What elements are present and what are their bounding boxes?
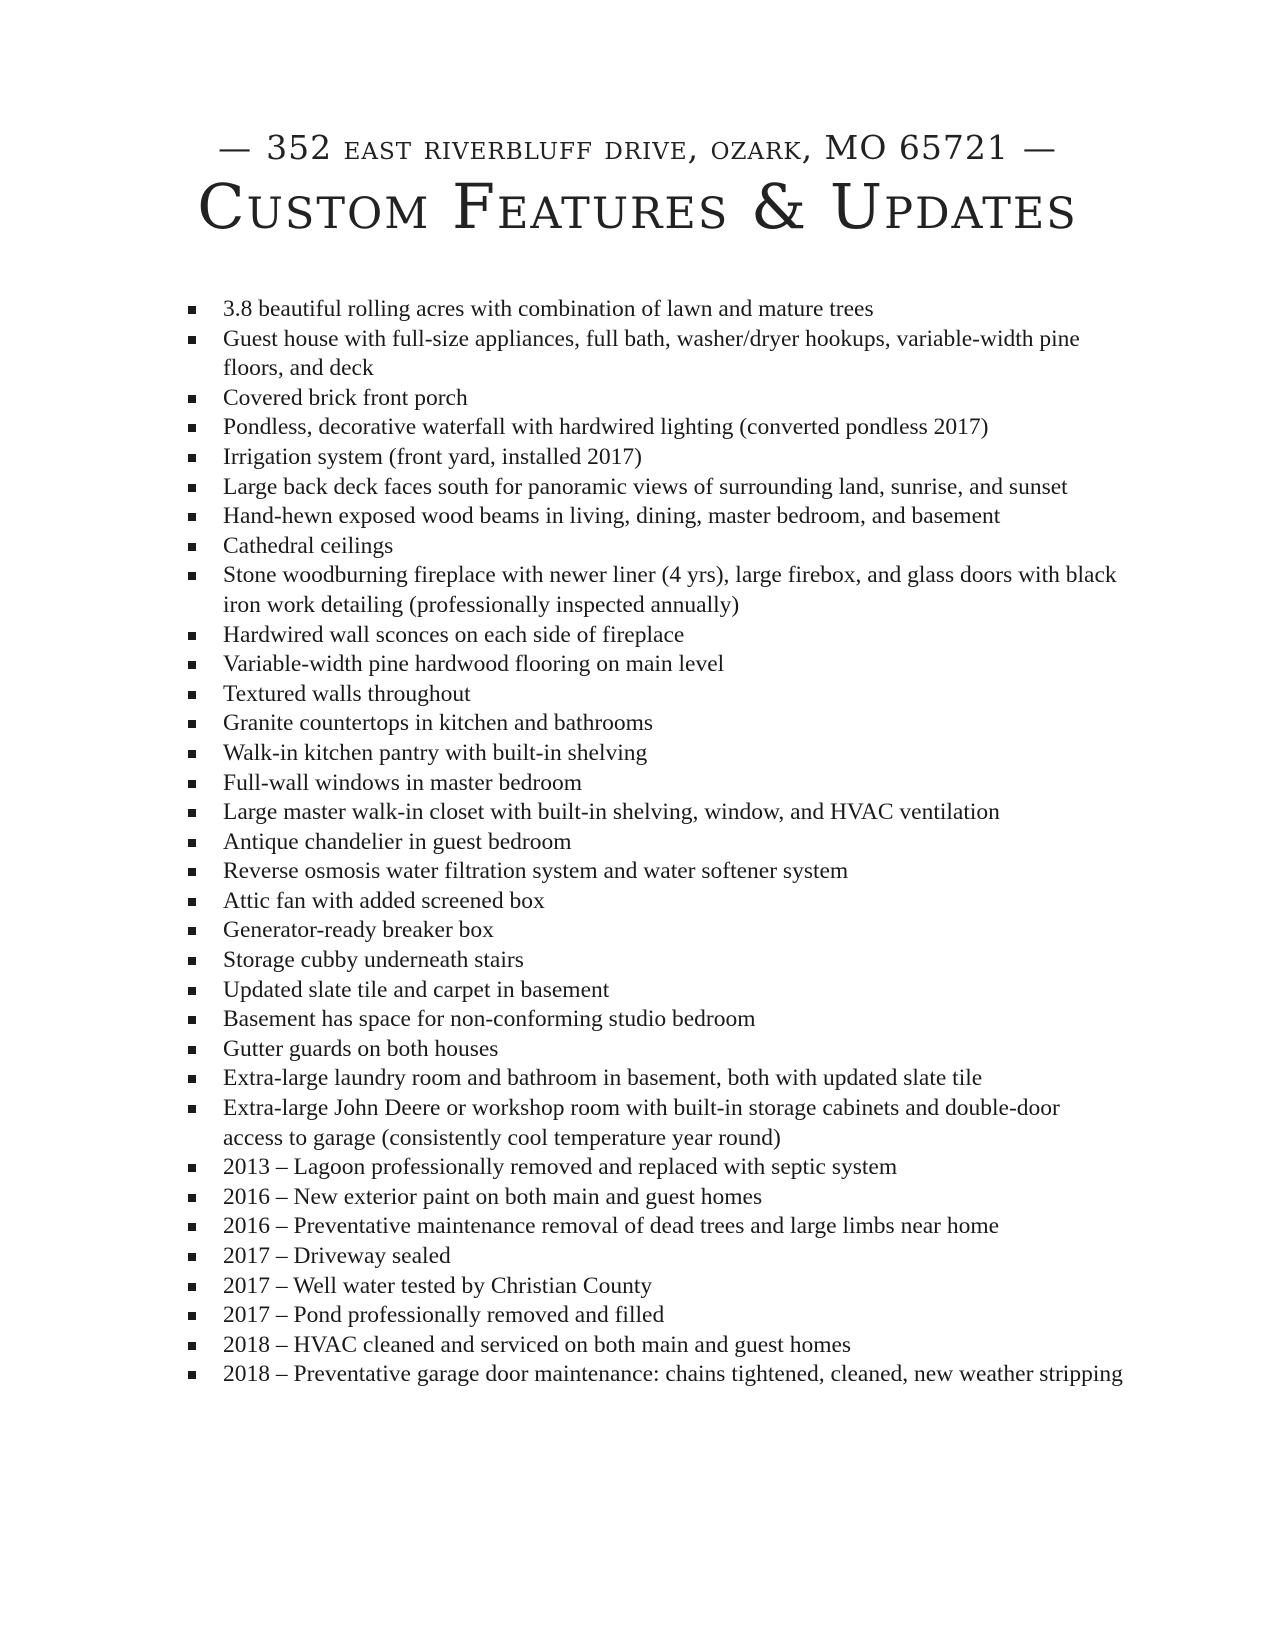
feature-item xyxy=(0,1242,1275,1272)
feature-text: Large master walk-in closet with built-in shelving, window, and HVAC ventilation xyxy=(223,799,1000,826)
property-address xyxy=(0,128,1275,167)
feature-item xyxy=(0,502,1275,532)
square-bullet-icon xyxy=(188,1194,196,1202)
square-bullet-icon xyxy=(188,780,196,788)
feature-item xyxy=(0,413,1275,443)
feature-item xyxy=(0,946,1275,976)
feature-text: Storage cubby underneath stairs xyxy=(223,947,524,974)
feature-item xyxy=(0,325,1275,384)
feature-text: Hardwired wall sconces on each side of fireplace xyxy=(223,621,685,648)
feature-item xyxy=(0,621,1275,651)
feature-item xyxy=(0,384,1275,414)
feature-text: Walk-in kitchen pantry with built-in shelving xyxy=(223,739,648,766)
feature-item xyxy=(0,1035,1275,1065)
feature-item xyxy=(0,1064,1275,1094)
feature-item xyxy=(0,1005,1275,1035)
feature-item xyxy=(0,473,1275,503)
square-bullet-icon xyxy=(188,1164,196,1172)
feature-text: Textured walls throughout xyxy=(223,680,471,707)
feature-text: Pondless, decorative waterfall with hardwired lighting (converted pondless 2017) xyxy=(223,414,989,441)
square-bullet-icon xyxy=(188,306,196,314)
square-bullet-icon xyxy=(188,839,196,847)
feature-text: 2016 – New exterior paint on both main and guest homes xyxy=(223,1183,763,1210)
square-bullet-icon xyxy=(188,395,196,403)
feature-text: Generator-ready breaker box xyxy=(223,917,494,944)
square-bullet-icon xyxy=(188,720,196,728)
square-bullet-icon xyxy=(188,1312,196,1320)
square-bullet-icon xyxy=(188,1371,196,1379)
feature-text: Updated slate tile and carpet in basement xyxy=(223,976,610,1003)
square-bullet-icon xyxy=(188,957,196,965)
feature-text: Hand-hewn exposed wood beams in living, dining, master bedroom, and basement xyxy=(223,503,1001,530)
address-dash-right: — xyxy=(1022,128,1057,167)
square-bullet-icon xyxy=(188,572,196,580)
feature-text: Variable-width pine hardwood flooring on main level xyxy=(223,651,725,678)
square-bullet-icon xyxy=(188,543,196,551)
feature-item xyxy=(0,532,1275,562)
square-bullet-icon xyxy=(188,513,196,521)
feature-text: 2017 – Pond professionally removed and filled xyxy=(223,1302,665,1329)
feature-item xyxy=(0,443,1275,473)
feature-item xyxy=(0,857,1275,887)
square-bullet-icon xyxy=(188,1253,196,1261)
square-bullet-icon xyxy=(188,809,196,817)
feature-text: Guest house with full-size appliances, full bath, washer/dryer hookups, variable-width pine floors, and deck xyxy=(223,325,1080,382)
square-bullet-icon xyxy=(188,1075,196,1083)
square-bullet-icon xyxy=(188,484,196,492)
feature-item xyxy=(0,1272,1275,1302)
feature-item xyxy=(0,916,1275,946)
feature-item xyxy=(0,295,1275,325)
square-bullet-icon xyxy=(188,927,196,935)
feature-text: Antique chandelier in guest bedroom xyxy=(223,828,572,855)
square-bullet-icon xyxy=(188,632,196,640)
feature-text: 2016 – Preventative maintenance removal of dead trees and large limbs near home xyxy=(223,1213,1000,1240)
feature-text: Full-wall windows in master bedroom xyxy=(223,769,582,796)
feature-item xyxy=(0,1331,1275,1361)
square-bullet-icon xyxy=(188,1105,196,1113)
feature-item xyxy=(0,650,1275,680)
feature-item xyxy=(0,561,1275,620)
feature-text: Gutter guards on both houses xyxy=(223,1035,499,1062)
square-bullet-icon xyxy=(188,1016,196,1024)
feature-item xyxy=(0,709,1275,739)
square-bullet-icon xyxy=(188,691,196,699)
feature-text: 3.8 beautiful rolling acres with combination of lawn and mature trees xyxy=(223,296,874,322)
square-bullet-icon xyxy=(188,1342,196,1350)
square-bullet-icon xyxy=(188,424,196,432)
feature-text: Attic fan with added screened box xyxy=(223,887,545,914)
square-bullet-icon xyxy=(188,454,196,462)
feature-text: Stone woodburning fireplace with newer liner (4 yrs), large firebox, and glass doors with black iron work detailing (professionally inspected annually) xyxy=(223,562,1117,618)
square-bullet-icon xyxy=(188,661,196,669)
feature-text: 2018 – Preventative garage door maintenance: chains tightened, cleaned, new weather stripping xyxy=(223,1361,1123,1388)
feature-text: Cathedral ceilings xyxy=(223,532,394,559)
square-bullet-icon xyxy=(188,1046,196,1054)
feature-text: Extra-large John Deere or workshop room with built-in storage cabinets and double-door access to garage (consistently cool temperature year round) xyxy=(223,1095,1060,1151)
feature-text: Basement has space for non-conforming studio bedroom xyxy=(223,1006,756,1033)
feature-item xyxy=(0,1212,1275,1242)
feature-item xyxy=(0,828,1275,858)
feature-item xyxy=(0,1183,1275,1213)
square-bullet-icon xyxy=(188,868,196,876)
feature-item xyxy=(0,976,1275,1006)
square-bullet-icon xyxy=(188,987,196,995)
square-bullet-icon xyxy=(188,750,196,758)
feature-item xyxy=(0,1360,1275,1390)
square-bullet-icon xyxy=(188,1283,196,1291)
feature-text: 2018 – HVAC cleaned and serviced on both main and guest homes xyxy=(223,1331,852,1358)
feature-text: Covered brick front porch xyxy=(223,384,468,411)
feature-item xyxy=(0,798,1275,828)
square-bullet-icon xyxy=(188,898,196,906)
square-bullet-icon xyxy=(188,1223,196,1231)
address-dash-left: — xyxy=(218,128,253,167)
feature-text: 2013 – Lagoon professionally removed and replaced with septic system xyxy=(223,1154,898,1181)
feature-item xyxy=(0,1153,1275,1183)
feature-list xyxy=(0,295,1275,1390)
feature-text: Irrigation system (front yard, installed 2017) xyxy=(223,443,642,470)
feature-item xyxy=(0,769,1275,799)
feature-item xyxy=(0,887,1275,917)
feature-text: Extra-large laundry room and bathroom in basement, both with updated slate tile xyxy=(223,1065,983,1092)
feature-item xyxy=(0,680,1275,710)
feature-item xyxy=(0,739,1275,769)
square-bullet-icon xyxy=(188,336,196,344)
feature-item xyxy=(0,1094,1275,1153)
feature-item xyxy=(0,1301,1275,1331)
address-text: 352 east riverbluff drive, ozark, MO 65721 xyxy=(266,128,1009,167)
feature-text: Large back deck faces south for panoramic views of surrounding land, sunrise, and sunset xyxy=(223,473,1068,500)
feature-text: 2017 – Driveway sealed xyxy=(223,1243,451,1269)
feature-text: Reverse osmosis water filtration system and water softener system xyxy=(223,858,849,885)
feature-text: Granite countertops in kitchen and bathrooms xyxy=(223,710,654,737)
feature-text: 2017 – Well water tested by Christian County xyxy=(223,1272,653,1299)
page-title: Custom Features & Updates xyxy=(197,170,1078,243)
